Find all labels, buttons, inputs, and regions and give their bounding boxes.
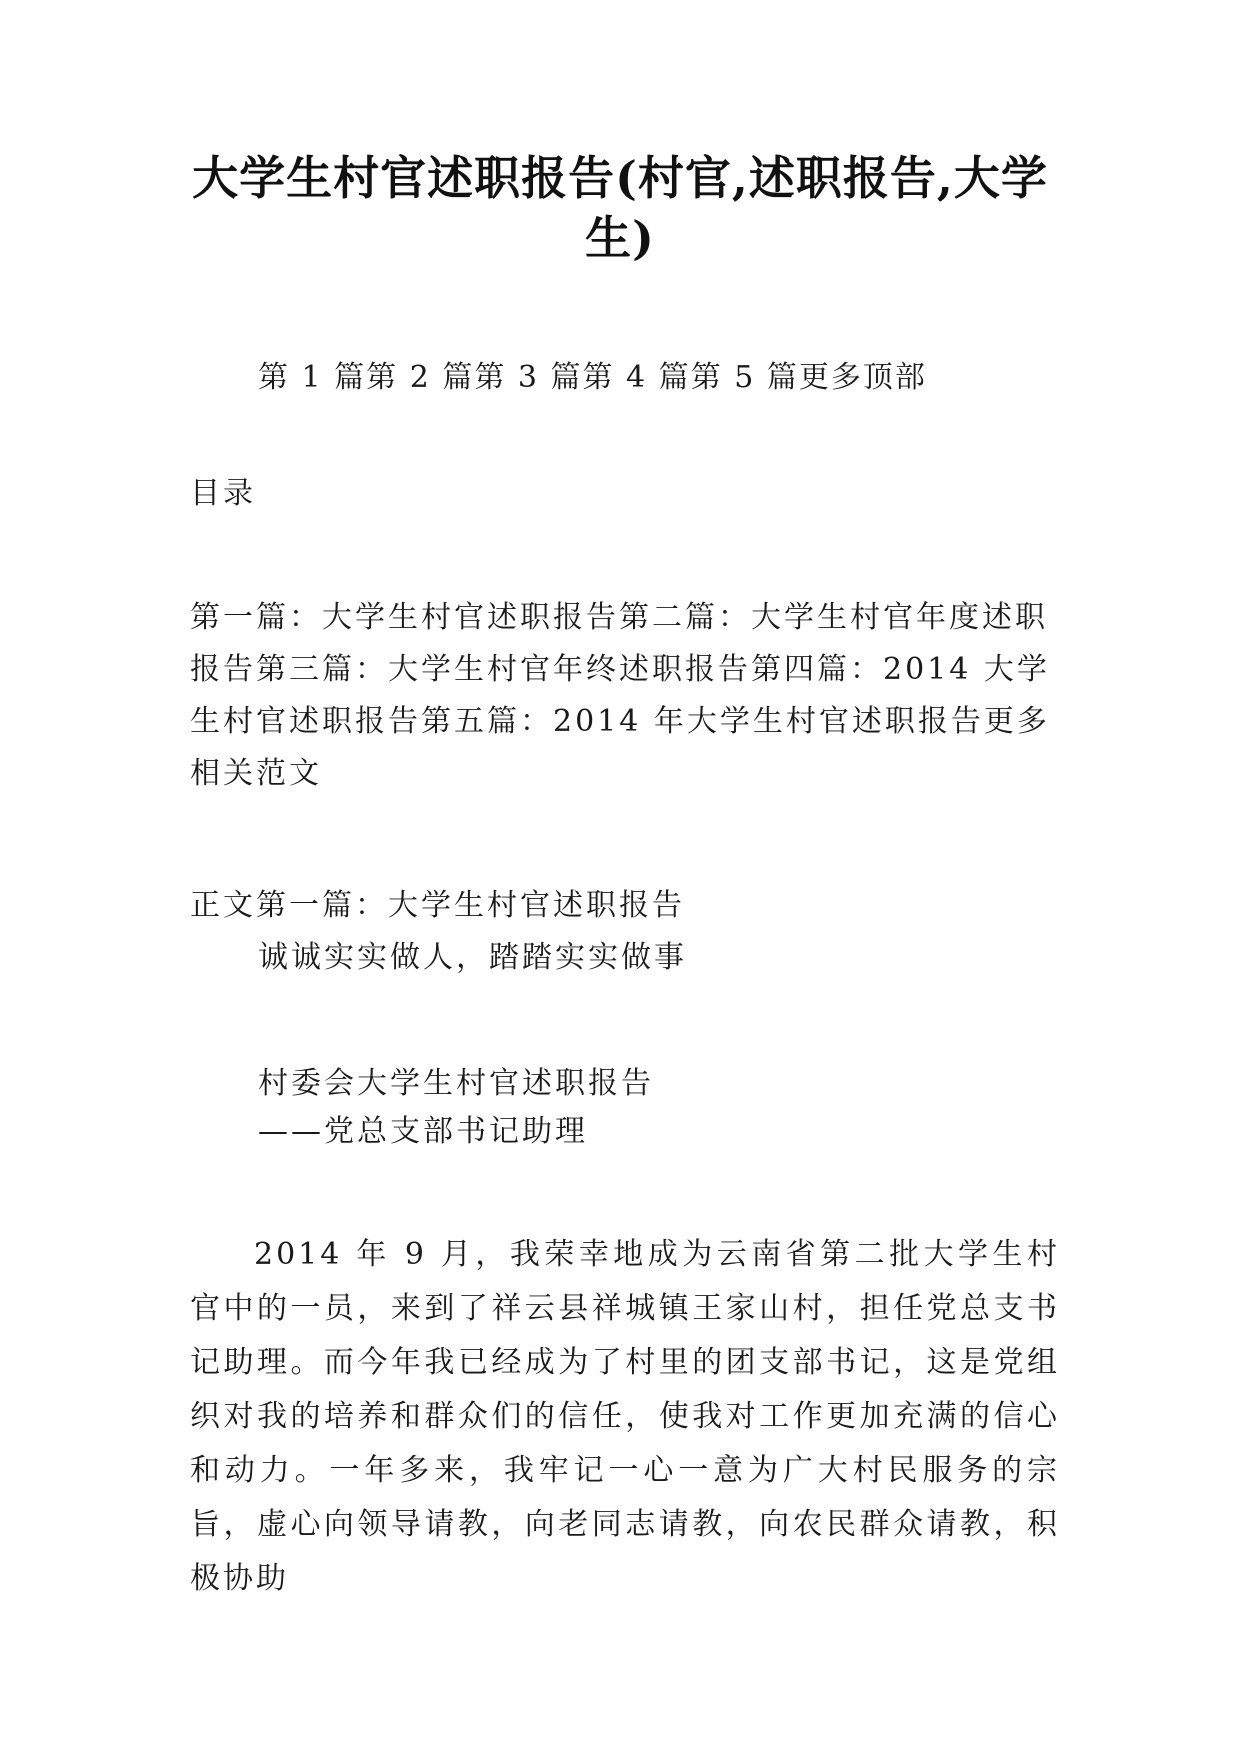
nav-article-1[interactable]: 第 1 篇 <box>258 360 367 395</box>
toc-text: 第一篇：大学生村官述职报告第二篇：大学生村官年度述职报告第三篇：大学生村官年终述职报告第四篇：2014 大学生村官述职报告第五篇：2014 年大学生村官述职报告更多相关范文 <box>190 600 1050 791</box>
nav-top[interactable]: 顶部 <box>862 360 927 395</box>
article-nav <box>258 358 1058 398</box>
body-paragraph: 2014 年 9 月，我荣幸地成为云南省第二批大学生村官中的一员，来到了祥云县祥城镇王家山村，担任党总支书记助理。而今年我已经成为了村里的团支部书记，这是党组织对我的培养和群众们的信任，使我对工作更加充满的信心和动力。一年多来，我牢记一心一意为广大村民服务的宗旨，虚心向领导请教，向老同志请教，向农民群众请教，积极协助 <box>190 1237 1060 1596</box>
nav-more[interactable]: 更多 <box>798 360 863 395</box>
report-subtitle: ——党总支部书记助理 <box>258 1114 588 1149</box>
nav-article-2[interactable]: 第 2 篇 <box>366 360 475 395</box>
motto-line: 诚诚实实做人，踏踏实实做事 <box>258 940 687 975</box>
nav-article-4[interactable]: 第 4 篇 <box>582 360 691 395</box>
nav-article-3[interactable]: 第 3 篇 <box>474 360 583 395</box>
report-title: 村委会大学生村官述职报告 <box>258 1066 654 1101</box>
nav-article-5[interactable]: 第 5 篇 <box>690 360 799 395</box>
toc-heading: 目录 <box>190 476 256 511</box>
document-title: 大学生村官述职报告(村官,述职报告,大学生) <box>192 151 1048 265</box>
body-heading: 正文第一篇：大学生村官述职报告 <box>190 888 685 923</box>
